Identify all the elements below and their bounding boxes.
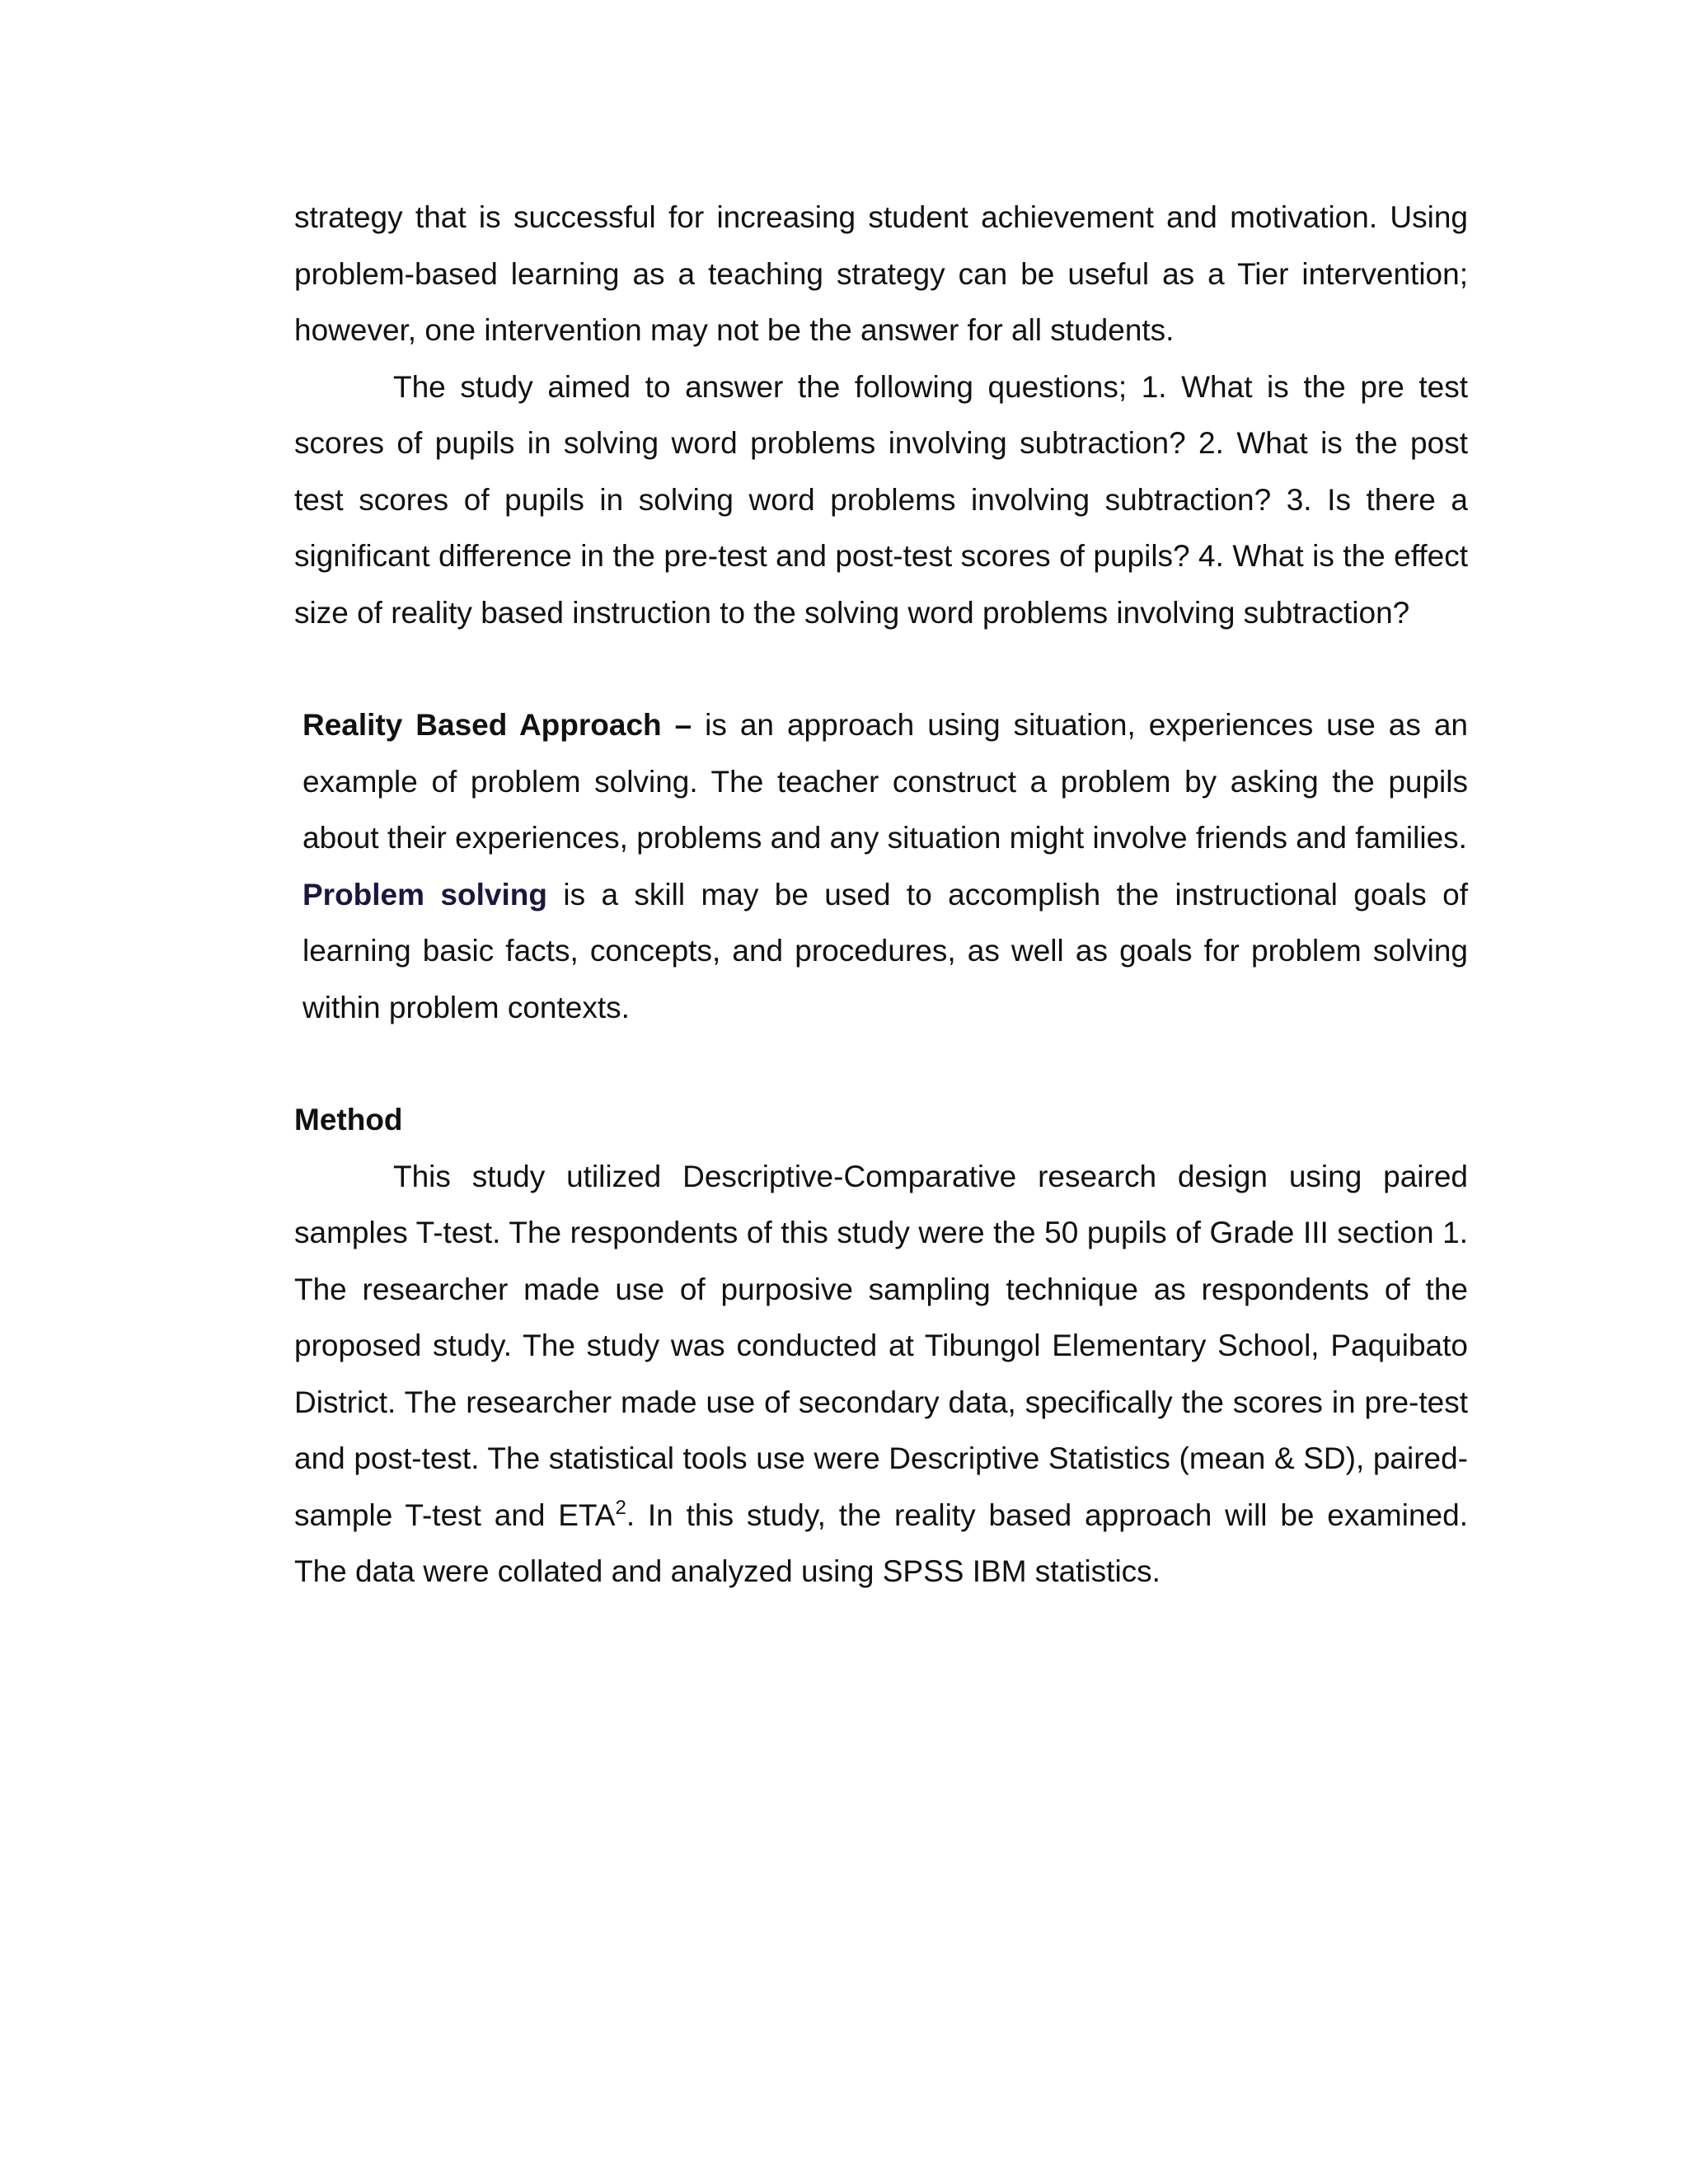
method-paragraph — [294, 1149, 1468, 1601]
document-body — [294, 190, 1468, 1601]
definition-text-reality-based-approach: is an approach using situation, experiences use as an example of problem solving. The teacher construct a problem by asking the pupils about their experiences, problems and any situation might involve friends and families. — [302, 708, 1468, 855]
eta-superscript: 2 — [615, 1496, 626, 1519]
definition-term-problem-solving: Problem solving — [302, 877, 547, 912]
definition-term-reality-based-approach: Reality Based Approach – — [302, 708, 692, 742]
method-text-part-2: . In this study, the reality based approach will be examined. The data were collated and analyzed using SPSS IBM statistics. — [294, 1497, 1468, 1588]
intro-paragraph: strategy that is successful for increasing student achievement and motivation. Using problem-based learning as a teaching strategy can be useful as a Tier intervention; however, one intervention may not be the answer for all students. — [294, 200, 1468, 347]
definition-problem-solving — [294, 867, 1468, 1037]
method-text-part-1: This study utilized Descriptive-Comparative research design using paired samples T-test. The respondents of this study were the 50 pupils of Grade III section 1. The researcher made use of purposive sampling technique as respondents of the proposed study. The study was conducted at Tibungol Elementary School, Paquibato District. The researcher made use of secondary data, specifically the scores in pre-test and post-test. The statistical tools use were Descriptive Statistics (mean & SD), paired-sample T-test and ETA — [294, 1159, 1468, 1532]
method-heading: Method — [294, 1103, 403, 1137]
definition-text-problem-solving: is a skill may be used to accomplish the instructional goals of learning basic facts, concepts, and procedures, as well as goals for problem solving within problem contexts. — [302, 877, 1468, 1024]
research-questions-paragraph: The study aimed to answer the following questions; 1. What is the pre test scores of pupils in solving word problems involving subtraction? 2. What is the post test scores of pupils in solving word problems involving subtraction? 3. Is there a significant difference in the pre-test and post-test scores of pupils? 4. What is the effect size of reality based instruction to the solving word problems involving subtraction? — [294, 369, 1468, 630]
definition-reality-based-approach — [294, 697, 1468, 867]
